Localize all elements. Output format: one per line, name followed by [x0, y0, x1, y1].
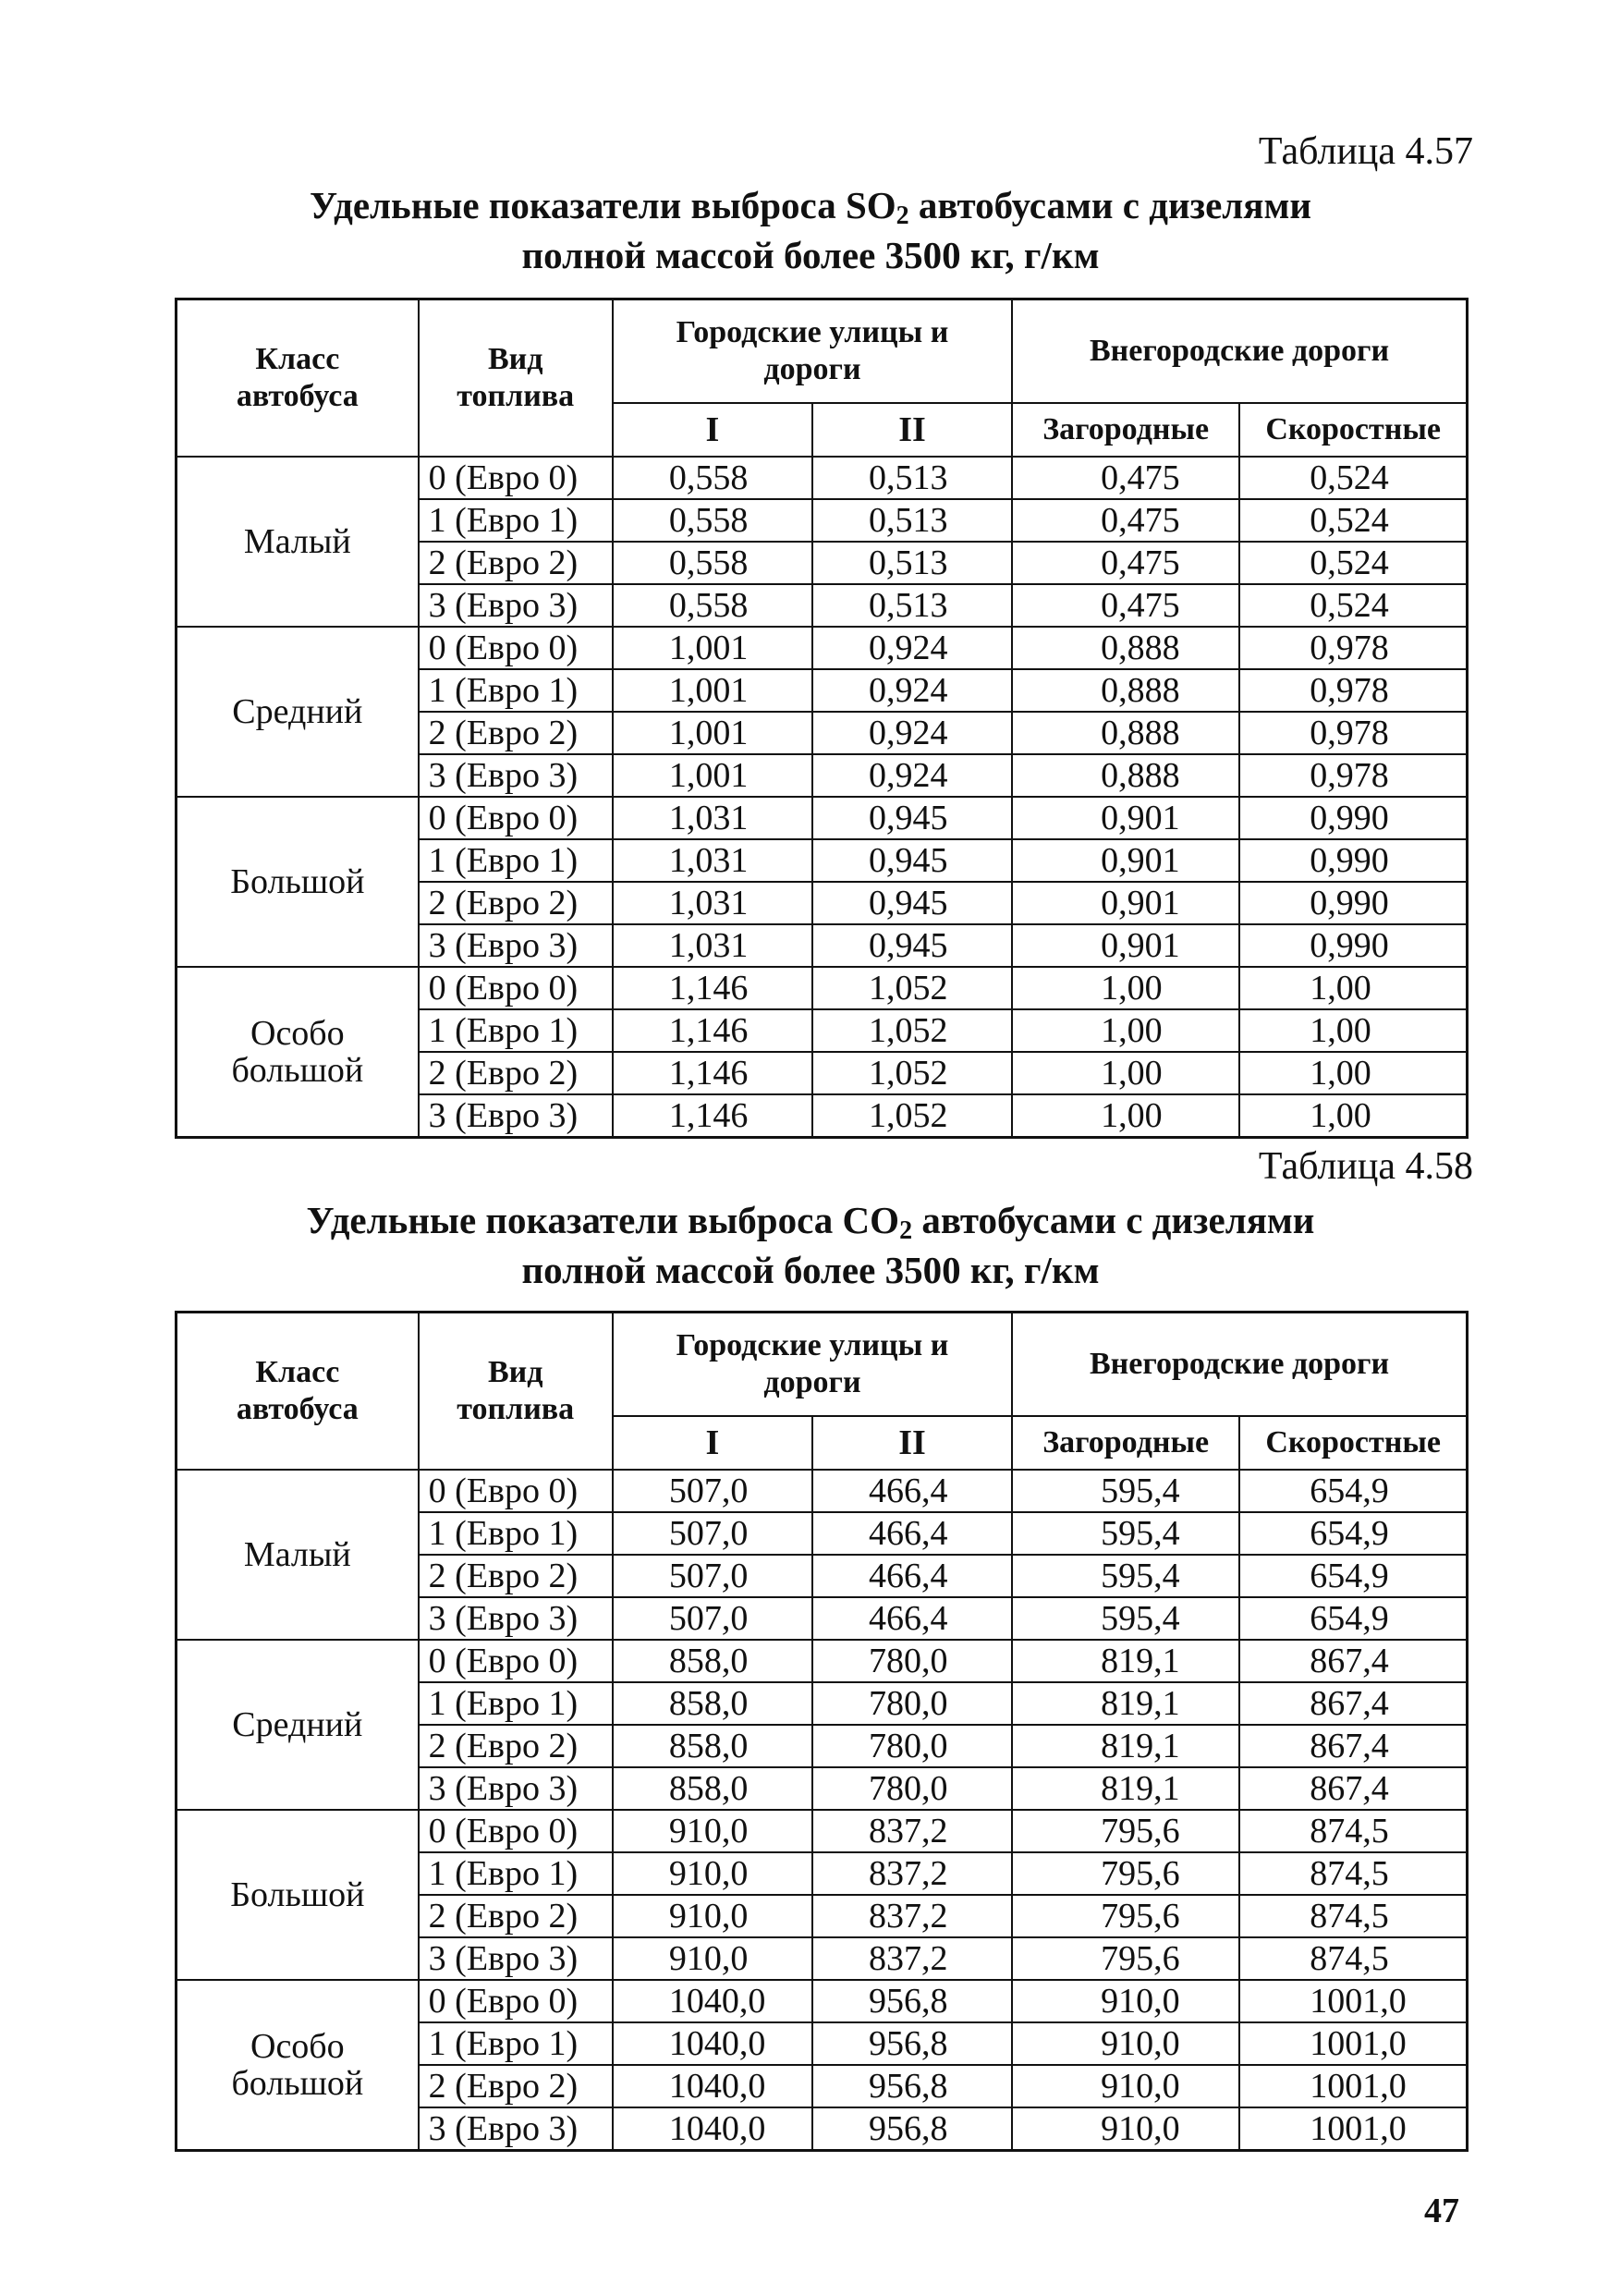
bus-class-cell [177, 627, 419, 797]
table-row [177, 797, 1468, 839]
value-cell: 1,031 [613, 924, 812, 967]
value-cell: 910,0 [613, 1810, 812, 1852]
value-cell: 466,4 [812, 1470, 1012, 1512]
fuel-cell: 0 (Евро 0) [419, 1980, 613, 2022]
fuel-cell: 3 (Евро 3) [419, 1597, 613, 1640]
fuel-cell: 0 (Евро 0) [419, 1470, 613, 1512]
value-cell: 1,00 [1012, 1009, 1239, 1052]
value-cell: 1,00 [1012, 1094, 1239, 1138]
value-cell: 780,0 [812, 1640, 1012, 1682]
header-fuel: Вид топлива [419, 299, 613, 458]
value-cell: 819,1 [1012, 1640, 1239, 1682]
table-row [177, 1980, 1468, 2022]
fuel-cell: 3 (Евро 3) [419, 1767, 613, 1810]
value-cell: 867,4 [1239, 1640, 1467, 1682]
value-cell: 0,524 [1239, 542, 1467, 584]
bus-class-label-line2: большой [231, 2064, 364, 2103]
value-cell: 1,00 [1239, 1052, 1467, 1094]
fuel-cell: 2 (Евро 2) [419, 1052, 613, 1094]
value-cell: 0,888 [1012, 669, 1239, 712]
value-cell: 1001,0 [1239, 1980, 1467, 2022]
bus-class-cell [177, 1980, 419, 2151]
value-cell: 0,945 [812, 882, 1012, 924]
value-cell: 1040,0 [613, 2065, 812, 2107]
header-class: Класс автобуса [177, 1313, 419, 1471]
value-cell: 795,6 [1012, 1810, 1239, 1852]
value-cell: 1,031 [613, 882, 812, 924]
value-cell: 858,0 [613, 1725, 812, 1767]
fuel-cell: 0 (Евро 0) [419, 1640, 613, 1682]
value-cell: 1,052 [812, 967, 1012, 1009]
value-cell: 1,052 [812, 1094, 1012, 1138]
subheader-c2: II [812, 403, 1012, 457]
value-cell: 0,558 [613, 499, 812, 542]
value-cell: 819,1 [1012, 1767, 1239, 1810]
bus-class-cell [177, 1470, 419, 1640]
value-cell: 0,888 [1012, 754, 1239, 797]
value-cell: 874,5 [1239, 1810, 1467, 1852]
table-row [177, 967, 1468, 1009]
value-cell: 858,0 [613, 1682, 812, 1725]
value-cell: 1001,0 [1239, 2065, 1467, 2107]
value-cell: 0,558 [613, 542, 812, 584]
value-cell: 874,5 [1239, 1852, 1467, 1895]
fuel-cell: 1 (Евро 1) [419, 669, 613, 712]
value-cell: 910,0 [613, 1852, 812, 1895]
value-cell: 0,901 [1012, 839, 1239, 882]
value-cell: 507,0 [613, 1512, 812, 1555]
value-cell: 956,8 [812, 2022, 1012, 2065]
header-class: Класс автобуса [177, 299, 419, 458]
value-cell: 0,888 [1012, 627, 1239, 669]
value-cell: 0,990 [1239, 839, 1467, 882]
value-cell: 0,475 [1012, 542, 1239, 584]
value-cell: 874,5 [1239, 1895, 1467, 1937]
fuel-cell: 1 (Евро 1) [419, 839, 613, 882]
value-cell: 0,513 [812, 457, 1012, 499]
header-city-roads: Городские улицы и дороги [613, 299, 1012, 404]
value-cell: 0,945 [812, 924, 1012, 967]
value-cell: 837,2 [812, 1852, 1012, 1895]
value-cell: 1,052 [812, 1052, 1012, 1094]
value-cell: 0,558 [613, 584, 812, 627]
value-cell: 819,1 [1012, 1682, 1239, 1725]
value-cell: 910,0 [613, 1895, 812, 1937]
value-cell: 0,990 [1239, 924, 1467, 967]
value-cell: 0,924 [812, 712, 1012, 754]
bus-class-label-line2: большой [231, 1051, 364, 1090]
fuel-cell: 1 (Евро 1) [419, 2022, 613, 2065]
value-cell: 780,0 [812, 1767, 1012, 1810]
bus-class-cell [177, 457, 419, 627]
header-city-roads: Городские улицы и дороги [613, 1313, 1012, 1417]
fuel-cell: 2 (Евро 2) [419, 882, 613, 924]
fuel-cell: 3 (Евро 3) [419, 1937, 613, 1980]
value-cell: 910,0 [1012, 2107, 1239, 2151]
value-cell: 595,4 [1012, 1470, 1239, 1512]
value-cell: 595,4 [1012, 1512, 1239, 1555]
fuel-cell: 2 (Евро 2) [419, 2065, 613, 2107]
value-cell: 466,4 [812, 1555, 1012, 1597]
table-row [177, 1470, 1468, 1512]
value-cell: 1,001 [613, 669, 812, 712]
value-cell: 780,0 [812, 1725, 1012, 1767]
value-cell: 0,513 [812, 499, 1012, 542]
bus-class-label: Малый [243, 522, 351, 561]
value-cell: 874,5 [1239, 1937, 1467, 1980]
value-cell: 837,2 [812, 1810, 1012, 1852]
value-cell: 1,001 [613, 627, 812, 669]
value-cell: 956,8 [812, 2065, 1012, 2107]
value-cell: 1,00 [1012, 1052, 1239, 1094]
fuel-cell: 0 (Евро 0) [419, 967, 613, 1009]
table-number: Таблица 4.58 [1258, 1145, 1473, 1188]
fuel-cell: 3 (Евро 3) [419, 924, 613, 967]
value-cell: 0,901 [1012, 882, 1239, 924]
emissions-table-so2 [175, 298, 1469, 1139]
value-cell: 1001,0 [1239, 2107, 1467, 2151]
table-row [177, 1640, 1468, 1682]
value-cell: 1,00 [1239, 1009, 1467, 1052]
value-cell: 1,001 [613, 754, 812, 797]
value-cell: 867,4 [1239, 1725, 1467, 1767]
value-cell: 0,513 [812, 584, 1012, 627]
value-cell: 0,978 [1239, 712, 1467, 754]
value-cell: 0,978 [1239, 627, 1467, 669]
fuel-cell: 2 (Евро 2) [419, 712, 613, 754]
value-cell: 910,0 [613, 1937, 812, 1980]
header-outer-roads: Внегородские дороги [1012, 299, 1467, 404]
value-cell: 1,146 [613, 1052, 812, 1094]
value-cell: 654,9 [1239, 1470, 1467, 1512]
value-cell: 0,924 [812, 754, 1012, 797]
value-cell: 795,6 [1012, 1852, 1239, 1895]
value-cell: 780,0 [812, 1682, 1012, 1725]
value-cell: 595,4 [1012, 1597, 1239, 1640]
value-cell: 910,0 [1012, 2022, 1239, 2065]
value-cell: 595,4 [1012, 1555, 1239, 1597]
subheader-c1: I [613, 1416, 812, 1470]
value-cell: 0,901 [1012, 797, 1239, 839]
value-cell: 858,0 [613, 1767, 812, 1810]
bus-class-cell [177, 967, 419, 1138]
subheader-c1: I [613, 403, 812, 457]
value-cell: 507,0 [613, 1470, 812, 1512]
value-cell: 837,2 [812, 1937, 1012, 1980]
value-cell: 507,0 [613, 1555, 812, 1597]
value-cell: 819,1 [1012, 1725, 1239, 1767]
value-cell: 795,6 [1012, 1895, 1239, 1937]
table-title: Удельные показатели выброса $SO_2$ автобусами с дизелями [309, 184, 1312, 230]
value-cell: 0,513 [812, 542, 1012, 584]
fuel-cell: 0 (Евро 0) [419, 627, 613, 669]
value-cell: 0,924 [812, 627, 1012, 669]
table-row [177, 1810, 1468, 1852]
value-cell: 0,524 [1239, 584, 1467, 627]
value-cell: 1,031 [613, 797, 812, 839]
value-cell: 1040,0 [613, 2022, 812, 2065]
header-outer-roads: Внегородские дороги [1012, 1313, 1467, 1417]
value-cell: 1001,0 [1239, 2022, 1467, 2065]
page-number: 47 [1424, 2192, 1459, 2230]
bus-class-label: Средний [232, 692, 363, 731]
bus-class-label: Малый [243, 1535, 351, 1574]
bus-class-cell [177, 1810, 419, 1980]
value-cell: 0,990 [1239, 797, 1467, 839]
value-cell: 654,9 [1239, 1597, 1467, 1640]
subheader-c2: II [812, 1416, 1012, 1470]
value-cell: 0,978 [1239, 669, 1467, 712]
value-cell: 867,4 [1239, 1682, 1467, 1725]
value-cell: 956,8 [812, 2107, 1012, 2151]
table-row [177, 457, 1468, 499]
value-cell: 1,00 [1012, 967, 1239, 1009]
value-cell: 1,146 [613, 1094, 812, 1138]
fuel-cell: 1 (Евро 1) [419, 1852, 613, 1895]
fuel-cell: 3 (Евро 3) [419, 584, 613, 627]
value-cell: 0,475 [1012, 499, 1239, 542]
bus-class-label: Большой [230, 1875, 365, 1914]
bus-class-cell [177, 797, 419, 967]
value-cell: 0,558 [613, 457, 812, 499]
value-cell: 1,001 [613, 712, 812, 754]
subheader-c4: Скоростные [1239, 403, 1467, 457]
bus-class-label: Средний [232, 1705, 363, 1744]
subheader-c3: Загородные [1012, 1416, 1239, 1470]
subheader-c3: Загородные [1012, 403, 1239, 457]
value-cell: 910,0 [1012, 1980, 1239, 2022]
value-cell: 0,990 [1239, 882, 1467, 924]
fuel-cell: 0 (Евро 0) [419, 797, 613, 839]
table-title-line2: полной массой более 3500 кг, г/км [521, 234, 1100, 276]
value-cell: 837,2 [812, 1895, 1012, 1937]
fuel-cell: 3 (Евро 3) [419, 2107, 613, 2151]
bus-class-label: Особо [250, 1014, 345, 1053]
fuel-cell: 2 (Евро 2) [419, 542, 613, 584]
value-cell: 654,9 [1239, 1512, 1467, 1555]
value-cell: 654,9 [1239, 1555, 1467, 1597]
value-cell: 1,00 [1239, 1094, 1467, 1138]
value-cell: 0,978 [1239, 754, 1467, 797]
value-cell: 1,146 [613, 1009, 812, 1052]
fuel-cell: 0 (Евро 0) [419, 1810, 613, 1852]
value-cell: 0,524 [1239, 457, 1467, 499]
value-cell: 1040,0 [613, 1980, 812, 2022]
fuel-cell: 0 (Евро 0) [419, 457, 613, 499]
fuel-cell: 1 (Евро 1) [419, 499, 613, 542]
value-cell: 0,945 [812, 797, 1012, 839]
value-cell: 466,4 [812, 1597, 1012, 1640]
value-cell: 0,524 [1239, 499, 1467, 542]
fuel-cell: 1 (Евро 1) [419, 1512, 613, 1555]
value-cell: 1,00 [1239, 967, 1467, 1009]
value-cell: 0,924 [812, 669, 1012, 712]
emissions-table-co2 [175, 1311, 1469, 2152]
fuel-cell: 3 (Евро 3) [419, 1094, 613, 1138]
table-row [177, 627, 1468, 669]
bus-class-label: Большой [230, 862, 365, 901]
header-fuel: Вид топлива [419, 1313, 613, 1471]
value-cell: 910,0 [1012, 2065, 1239, 2107]
value-cell: 1,031 [613, 839, 812, 882]
subheader-c4: Скоростные [1239, 1416, 1467, 1470]
table-number: Таблица 4.57 [1258, 130, 1473, 173]
value-cell: 466,4 [812, 1512, 1012, 1555]
bus-class-cell [177, 1640, 419, 1810]
fuel-cell: 2 (Евро 2) [419, 1725, 613, 1767]
value-cell: 0,475 [1012, 584, 1239, 627]
fuel-cell: 2 (Евро 2) [419, 1555, 613, 1597]
value-cell: 0,945 [812, 839, 1012, 882]
header-row [177, 1313, 1468, 1417]
value-cell: 1,052 [812, 1009, 1012, 1052]
value-cell: 507,0 [613, 1597, 812, 1640]
fuel-cell: 1 (Евро 1) [419, 1682, 613, 1725]
value-cell: 858,0 [613, 1640, 812, 1682]
fuel-cell: 2 (Евро 2) [419, 1895, 613, 1937]
fuel-cell: 1 (Евро 1) [419, 1009, 613, 1052]
value-cell: 956,8 [812, 1980, 1012, 2022]
table-title: Удельные показатели выброса $CO_2$ автобусами с дизелями [306, 1199, 1315, 1245]
value-cell: 795,6 [1012, 1937, 1239, 1980]
value-cell: 0,475 [1012, 457, 1239, 499]
value-cell: 1,146 [613, 967, 812, 1009]
fuel-cell: 3 (Евро 3) [419, 754, 613, 797]
bus-class-label: Особо [250, 2027, 345, 2066]
table-title-line2: полной массой более 3500 кг, г/км [521, 1249, 1100, 1291]
value-cell: 867,4 [1239, 1767, 1467, 1810]
header-row [177, 299, 1468, 404]
value-cell: 0,888 [1012, 712, 1239, 754]
value-cell: 0,901 [1012, 924, 1239, 967]
value-cell: 1040,0 [613, 2107, 812, 2151]
